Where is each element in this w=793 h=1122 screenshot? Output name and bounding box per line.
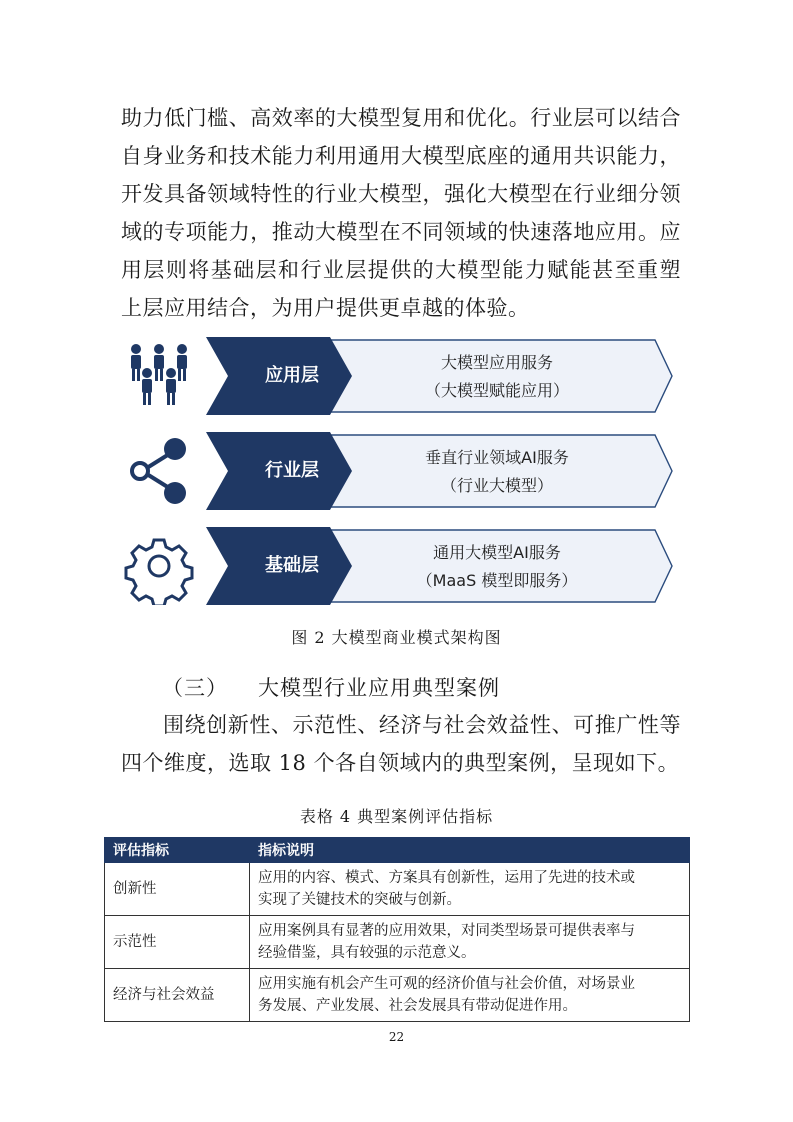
body-paragraph [121, 706, 681, 782]
service-detail: （行业大模型） [440, 476, 553, 495]
layer-label: 应用层 [265, 365, 319, 386]
page-number: 22 [388, 1030, 405, 1044]
service-detail: （MaaS 模型即服务） [416, 571, 578, 590]
layer-row-foundation [122, 527, 674, 605]
indicator-cell: 示范性 [105, 916, 250, 969]
service-name: 垂直行业领域AI服务 [425, 448, 569, 467]
description-cell [250, 969, 690, 1022]
description-line: 务发展、产业发展、社会发展具有带动促进作用。 [258, 998, 577, 1014]
layer-row-industry [122, 432, 674, 510]
text-line: 围绕创新性、示范性、经济与社会效益性、可推广性等 [163, 713, 681, 737]
indicator-cell: 创新性 [105, 863, 250, 916]
table-caption: 表格 4 典型案例评估指标 [299, 807, 494, 826]
text-line: 用层则将基础层和行业层提供的大模型能力赋能甚至重塑 [121, 258, 681, 282]
people-icon [122, 337, 197, 415]
description-cell [250, 863, 690, 916]
intro-paragraph [121, 99, 681, 327]
description-line: 应用的内容、模式、方案具有创新性，运用了先进的技术或 [258, 870, 635, 886]
service-name: 大模型应用服务 [440, 353, 553, 372]
text-line: 开发具备领域特性的行业大模型，强化大模型在行业细分领 [121, 182, 681, 206]
gear-icon [122, 527, 197, 605]
layer-service [347, 539, 647, 595]
layer-label: 行业层 [265, 460, 319, 481]
layer-service [347, 444, 647, 500]
evaluation-table [104, 837, 690, 1022]
description-cell [250, 916, 690, 969]
table-row [105, 969, 690, 1022]
description-line: 应用实施有机会产生可观的经济价值与社会价值，对场景业 [258, 976, 635, 992]
description-line: 经验借鉴，具有较强的示范意义。 [258, 945, 476, 961]
text-line: 助力低门槛、高效率的大模型复用和优化。行业层可以结合 [121, 106, 681, 130]
section-heading [162, 672, 500, 702]
service-name: 通用大模型AI服务 [433, 543, 561, 562]
description-line: 应用案例具有显著的应用效果，对同类型场景可提供表率与 [258, 923, 635, 939]
share-icon [122, 432, 197, 510]
figure-caption: 图 2 大模型商业模式架构图 [291, 628, 502, 647]
table-row [105, 916, 690, 969]
section-title: 大模型行业应用典型案例 [258, 676, 500, 700]
description-line: 实现了关键技术的突破与创新。 [258, 892, 461, 908]
table-header-row [105, 838, 690, 863]
layer-row-application [122, 337, 674, 415]
text-line: 四个维度，选取 18 个各自领域内的典型案例，呈现如下。 [121, 751, 680, 775]
layer-label: 基础层 [265, 555, 319, 576]
service-detail: （大模型赋能应用） [424, 381, 569, 400]
column-header: 指标说明 [250, 838, 690, 863]
section-number: （三） [162, 676, 228, 700]
layer-service [347, 349, 647, 405]
text-line: 域的专项能力，推动大模型在不同领域的快速落地应用。应 [121, 220, 681, 244]
business-model-diagram [122, 333, 674, 618]
table-row [105, 863, 690, 916]
column-header: 评估指标 [105, 838, 250, 863]
text-line: 自身业务和技术能力利用通用大模型底座的通用共识能力， [121, 144, 681, 168]
text-line: 上层应用结合，为用户提供更卓越的体验。 [121, 296, 530, 320]
indicator-cell: 经济与社会效益 [105, 969, 250, 1022]
